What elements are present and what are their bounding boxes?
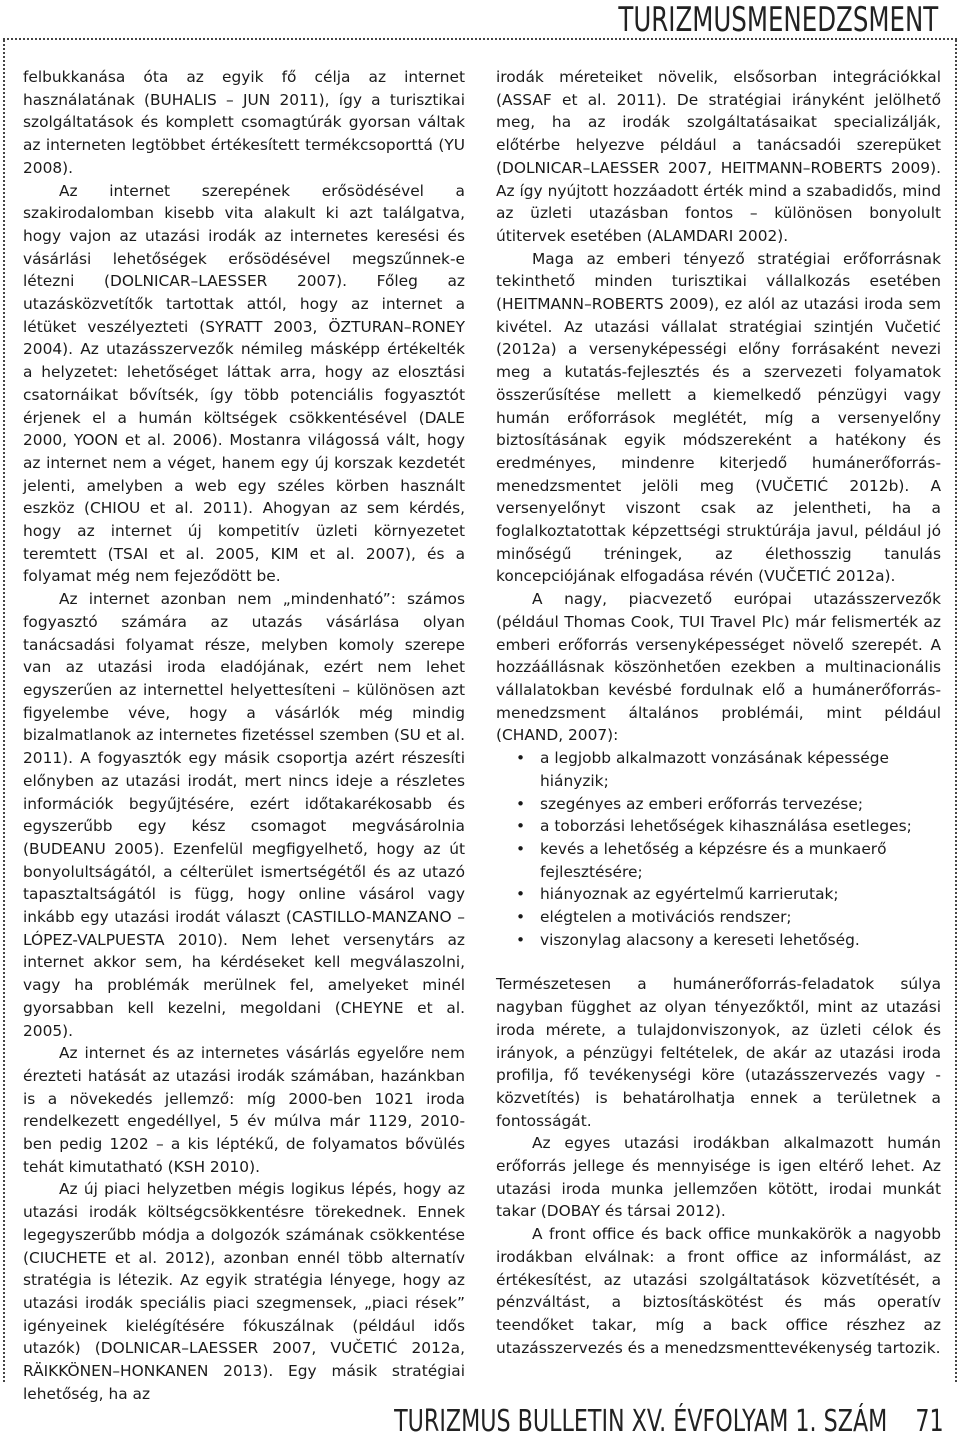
paragraph: Az internet szerepének erősödésével a szakirodalomban kisebb vita alakult ki azt találgatva, hogy vajon az utazási irodák az internetes keresési és vásárlási lehetőségek erősödésével megszűnnek-e létezni (DOLNICAR–LAESSER 2007). Főleg az utazásközvetítők tartottak attól, hogy az internet a létüket veszélyezteti (SYRATT 2003, ÖZTURAN–RONEY 2004). Az utazásszervezők némileg másképp értékelték a helyzetet: lehetőséget láttak arra, hogy az elosztási csatornáikat bővítsék, így több potenciális fogyasztót érjenek el a humán költségek csökkentésével (DALE 2000, YOON et al. 2006). Mostanra világossá vált, hogy az internet nem a véget, hanem egy új korszak kezdetét jelenti, amelyben a web egy széles körben használt eszköz (CHIOU et al. 2011). Ahogyan az sem kérdés, hogy az internet új kompetitív üzleti környezetet teremtett (TSAI et al. 2005, KIM et al. 2007), és a folyamat még nem fejeződött be.: [23, 181, 465, 586]
spacer: [496, 951, 941, 973]
list-item: • elégtelen a motivációs rendszer;: [496, 906, 941, 929]
list-item: • szegényes az emberi erőforrás tervezése;: [496, 793, 941, 816]
page-footer: [394, 1404, 944, 1439]
page-number: 71: [915, 1404, 944, 1439]
right-column: [496, 66, 941, 1359]
right-dotted-border: [955, 40, 957, 1382]
bullet-list: [496, 747, 941, 951]
left-column: [23, 66, 465, 1405]
list-item: • a legjobb alkalmazott vonzásának képessége hiányzik;: [496, 747, 941, 792]
journal-title: TURIZMUS BULLETIN XV. ÉVFOLYAM 1. SZÁM: [394, 1404, 888, 1439]
list-item: • viszonylag alacsony a kereseti lehetőség.: [496, 929, 941, 952]
paragraph: A nagy, piacvezető európai utazásszervezők (például Thomas Cook, TUI Travel Plc) már felismerték az emberi erőforrás versenyképességet növelő szerepét. A hozzáállásnak köszönhetően ezekben a multinacionális vállalatokban kevésbé fordulnak elő a humánerőforrás-menedzsment általános problémái, mint például (CHAND, 2007):: [496, 590, 941, 745]
paragraph: Az új piaci helyzetben mégis logikus lépés, hogy az utazási irodák költségcsökkentésre törekednek. Ennek legegyszerűbb módja a dolgozók számának csökkentése (CIUCHETE et al. 2012), azonban ennél több alternatív stratégia is létezik. Az egyik stratégia lényege, hogy az utazási irodák speciális piaci szegmensek, „piaci rések” igényeinek kielégítésére fókuszálnak (például idős utazók) (DOLNICAR–LAESSER 2007, VUČETIĆ 2012a, RÄIKKÖNEN–HONKANEN 2013). Egy másik stratégiai lehetőség, ha az: [23, 1180, 465, 1403]
running-header: TURIZMUSMENEDZSMENT: [618, 0, 938, 40]
left-dotted-border: [3, 40, 5, 1382]
paragraph: Természetesen a humánerőforrás-feladatok súlya nagyban függhet az olyan tényezőktől, mint az utazási iroda mérete, a tulajdonviszonyok, az üzleti célok és irányok, a pénzügyi feltételek, de akár az utazási iroda profilja, fő tevékenységi köre (utazásszervezés vagy -közvetítés) is behatárolhatja ennek a területnek a fontosságát.: [496, 975, 941, 1130]
header-dotted-rule: [3, 38, 957, 40]
list-item: • kevés a lehetőség a képzésre és a munkaerő fejlesztésére;: [496, 838, 941, 883]
paragraph: Maga az emberi tényező stratégiai erőforrásnak tekinthető minden turisztikai vállalkozás esetében (HEITMANN–ROBERTS 2009), ez alól az utazási iroda sem kivétel. Az utazási vállalat stratégiai szintjén Vučetić (2012a) a versenyképességi előny forrásaként nevezi meg a kutatás-fejlesztés és a szervezeti folyamatok összerűsítése mellett a kiemelkedő pénzügyi vagy humán erőforrások meglétét, míg a versenyelőny biztosításának egyik módszereként a hatékony és eredményes, mindenre kiterjedő humánerőforrás-menedzsmentet jelöli meg (VUČETIĆ 2012b). A versenyelőnyt viszont csak az jelentheti, ha a foglalkoztatottak képzettségi struktúrája javul, például jó minőségű tréningek, az élethosszig tanulás koncepciójának elfogadása révén (VUČETIĆ 2012a).: [496, 249, 941, 586]
paragraph: felbukkanása óta az egyik fő célja az internet használatának (BUHALIS – JUN 2011), így a turisztikai szolgáltatások és komplett csomagtúrák gyorsan váltak az interneten legtöbbet értékesített termékcsoporttá (YU 2008).: [23, 68, 465, 177]
paragraph: Az egyes utazási irodákban alkalmazott humán erőforrás jellege és mennyisége is igen eltérő lehet. Az utazási iroda munka jellemzően kötött, irodai munkát takar (DOBAY és társai 2012).: [496, 1134, 941, 1221]
paragraph: Az internet és az internetes vásárlás egyelőre nem érezteti hatását az utazási irodák számában, hazánkban is a növekedés jellemző: míg 2000-ben 1021 iroda rendelkezett engedéllyel, 5 év múlva már 1129, 2010-ben pedig 1202 – a kis léptékű, de folyamatos bővülés tehát kimutatható (KSH 2010).: [23, 1044, 465, 1176]
paragraph: irodák méreteiket növelik, elsősorban integrációkkal (ASSAF et al. 2011). De stratégiai irányként jelölhető meg, ha az irodák szolgáltatásaikat specializálják, előtérbe helyezve például a tanácsadói szerepüket (DOLNICAR–LAESSER 2007, HEITMANN–ROBERTS 2009). Az így nyújtott hozzáadott érték mind a szabadidős, mind az üzleti utazásban fontos – különösen bonyolult útitervek esetében (ALAMDARI 2002).: [496, 68, 941, 245]
paragraph: A front office és back office munkakörök a nagyobb irodákban elválnak: a front office az informálást, az értékesítést, az utazási szolgáltatások közvetítését, a pénzváltást, a biztosításkötést és más operatív teendőket takar, míg a back office részhez az utazásszervezés és a menedzsmenttevékenység tartozik.: [496, 1225, 941, 1357]
paragraph: Az internet azonban nem „mindenható”: számos fogyasztó számára az utazás vásárlása olyan tanácsadási folyamat része, melyben komoly szerepe van az utazási iroda eladójának, ezért nem lehet egyszerűen az internettel helyettesíteni – különösen azt figyelembe véve, hogy a vásárlók még mindig bizalmatlanok az internetes fizetéssel szemben (SU et al. 2011). A fogyasztók egy másik csoportja azért részesíti előnyben az utazási irodát, mert nincs ideje a részletes információk begyűjtésére, ezért időtakarékosabb és egyszerűbb egy kész csomagot megvásárolnia (BUDEANU 2005). Ezenfelül megfigyelhető, hogy az út bonyolultságától, a célterület ismertségétől és az utazó tapasztaltságától is függ, hogy online vásárol vagy inkább egy utazási irodát választ (CASTILLO-MANZANO – LÓPEZ-VALPUESTA 2010). Nem lehet versenytárs az internet akkor sem, ha kérdéseket kell megválaszolni, vagy ha problémák merülnek fel, amelyeket minél gyorsabban kell kezelni, megoldani (CHEYNE et al. 2005).: [23, 590, 465, 1040]
list-item: • hiányoznak az egyértelmű karrierutak;: [496, 883, 941, 906]
list-item: • a toborzási lehetőségek kihasználása esetleges;: [496, 815, 941, 838]
